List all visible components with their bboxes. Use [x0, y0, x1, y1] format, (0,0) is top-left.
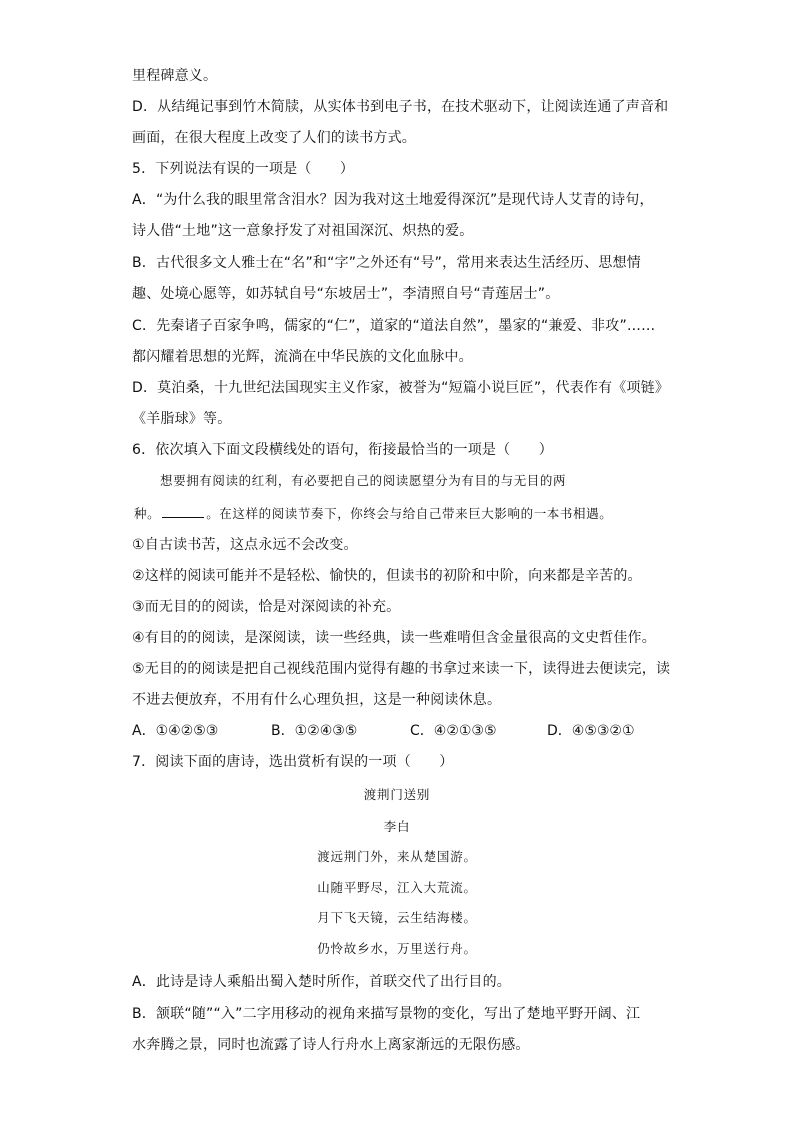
poem-line: 山随平野尽，江入大荒流。 — [317, 880, 477, 895]
q5-option-c-line2: 都闪耀着思想的光辉，流淌在中华民族的文化血脉中。 — [132, 349, 473, 365]
q6-option-c: C．④②①③⑤ — [410, 723, 497, 739]
question-6-stem: 6．依次填入下面文段横线处的语句，衔接最恰当的一项是（ ） — [132, 442, 553, 458]
poem-line: 渡远荆门外，来从楚国游。 — [317, 849, 477, 864]
sentence-3: ③而无目的的阅读，恰是对深阅读的补充。 — [132, 599, 401, 615]
poem-author: 李白 — [383, 819, 411, 834]
text-line: 画面，在很大程度上改变了人们的读书方式。 — [132, 130, 416, 146]
poem-title: 渡荆门送别 — [363, 787, 431, 802]
sentence-5-line2: 不进去便放弃，不用有什么心理负担，这是一种阅读休息。 — [132, 692, 502, 708]
q6-option-b: B．①②④③⑤ — [271, 723, 358, 739]
q5-option-a-line2: 诗人借“土地”这一意象抒发了对祖国深沉、炽热的爱。 — [132, 223, 474, 239]
q6-passage-text: 。在这样的阅读节奏下，你终会与给自己带来巨大影响的一本书相遇。 — [206, 506, 613, 521]
q5-option-b-line1: B．古代很多文人雅士在“名”和“字”之外还有“号”，常用来表达生活经历、思想情 — [132, 255, 641, 271]
q6-option-a: A．①④②⑤③ — [132, 723, 219, 739]
q7-option-a: A．此诗是诗人乘船出蜀入楚时所作，首联交代了出行目的。 — [132, 974, 511, 990]
poem-line: 仍怜故乡水，万里送行舟。 — [317, 941, 477, 956]
text-line: 里程碑意义。 — [132, 68, 218, 84]
q5-option-a-line1: A．“为什么我的眼里常含泪水？因为我对这土地爱得深沉”是现代诗人艾青的诗句， — [132, 192, 654, 208]
question-5-stem: 5．下列说法有误的一项是（ ） — [132, 161, 355, 177]
q5-option-b-line2: 趣、处境心愿等，如苏轼自号“东坡居士”，李清照自号“青莲居士”。 — [132, 286, 560, 302]
q5-option-d-line1: D．莫泊桑，十九世纪法国现实主义作家，被誉为“短篇小说巨匠”，代表作有《项链》 — [132, 380, 670, 396]
sentence-4: ④有目的的阅读，是深阅读，读一些经典，读一些难啃但含金量很高的文史哲佳作。 — [132, 630, 656, 646]
q6-option-d: D．④⑤③②① — [547, 723, 635, 739]
fill-blank — [162, 505, 204, 518]
question-7-stem: 7．阅读下面的唐诗，选出赏析有误的一项（ ） — [132, 754, 454, 770]
sentence-2: ②这样的阅读可能并不是轻松、愉快的，但读书的初阶和中阶，向来都是辛苦的。 — [132, 568, 642, 584]
q6-passage-line2 — [134, 505, 612, 523]
poem-line: 月下飞天镜，云生结海楼。 — [317, 910, 477, 925]
q7-option-b-line2: 水奔腾之景，同时也流露了诗人行舟水上离家渐远的无限伤感。 — [132, 1037, 530, 1053]
sentence-5-line1: ⑤无目的的阅读是把自己视线范围内觉得有趣的书拿过来读一下，读得进去便读完，读 — [132, 661, 671, 677]
q6-passage-text: 种。 — [134, 506, 161, 521]
q5-option-d-line2: 《羊脂球》等。 — [132, 411, 232, 427]
q5-option-c-line1: C．先秦诸子百家争鸣，儒家的“仁”，道家的“道法自然”，墨家的“兼爱、非攻”…… — [132, 318, 656, 334]
q6-passage-line1: 想要拥有阅读的红利，有必要把自己的阅读愿望分为有目的与无目的两 — [160, 473, 567, 488]
option-d-line: D．从结绳记事到竹木简牍，从实体书到电子书，在技术驱动下，让阅读连通了声音和 — [132, 99, 669, 115]
sentence-1: ①自古读书苦，这点永远不会改变。 — [132, 537, 358, 553]
q7-option-b-line1: B．颔联“随”“入”二字用移动的视角来描写景物的变化，写出了楚地平野开阔、江 — [132, 1006, 641, 1022]
